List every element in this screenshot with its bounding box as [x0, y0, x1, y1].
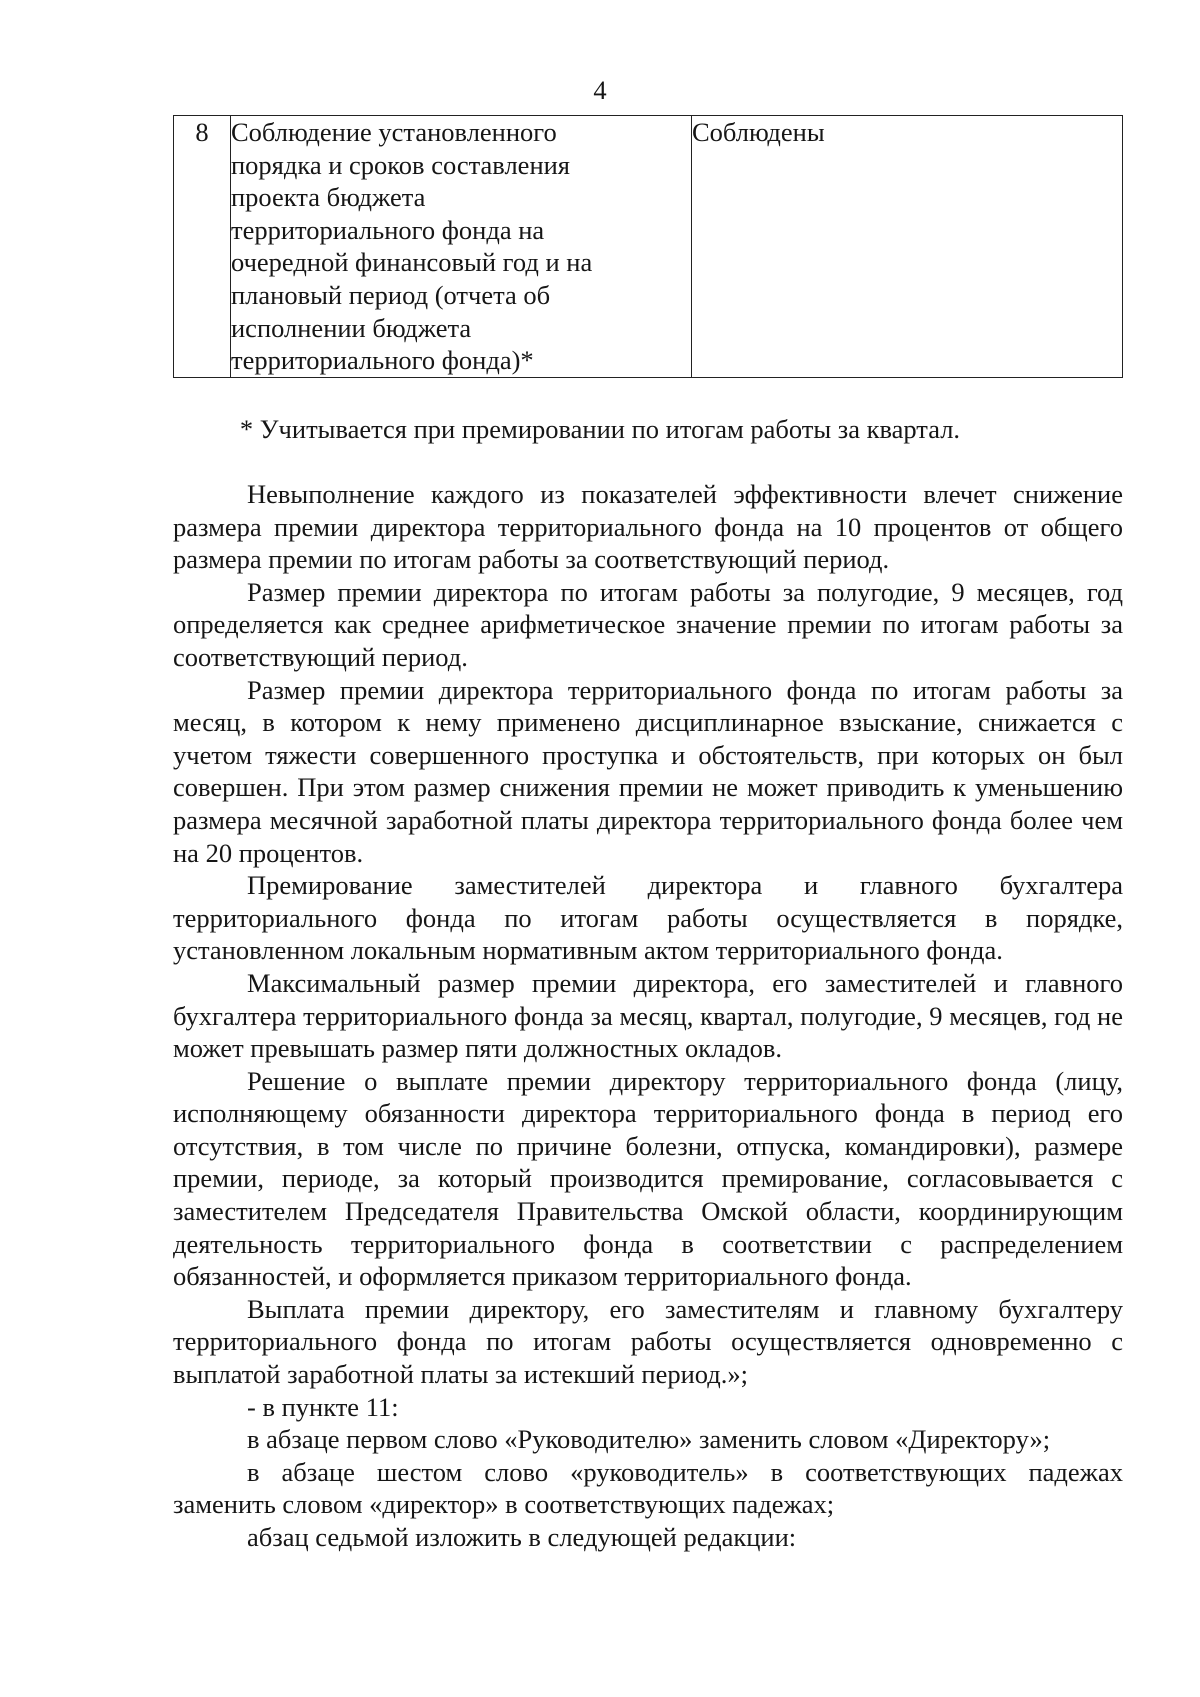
paragraph: Невыполнение каждого из показателей эффективности влечет снижение размера премии директора территориального фонда на 10 процентов от общего размера премии по итогам работы за соответствующий период. [173, 479, 1123, 575]
paragraph: Максимальный размер премии директора, его заместителей и главного бухгалтера территориального фонда за месяц, квартал, полугодие, 9 месяцев, год не может превышать размер пяти должностных окладов. [173, 967, 1123, 1064]
paragraph: в абзаце шестом слово «руководитель» в соответствующих падежах заменить словом «директор» в соответствующих падежах; [173, 1456, 1123, 1520]
indicator-line: Соблюдение установленного [231, 117, 557, 147]
value-cell: Соблюдены [692, 116, 1123, 378]
page-number: 4 [593, 75, 607, 105]
indicator-line: проекта бюджета [231, 182, 426, 213]
body-text [173, 478, 1123, 1554]
paragraph: абзац седьмой изложить в следующей редакции: [247, 1522, 797, 1552]
row-number: 8 [174, 116, 231, 378]
paragraph: Премирование заместителей директора и главного бухгалтера территориального фонда по итогам работы осуществляется в порядке, установленном локальным нормативным актом территориального фонда. [173, 870, 1123, 966]
criteria-table [173, 115, 1123, 378]
indicator-line: порядка и сроков составления [231, 149, 571, 180]
paragraph: Решение о выплате премии директору территориального фонда (лицу, исполняющему обязанности директора территориального фонда в период его отсутствия, в том числе по причине болезни, отпуска, командировки), размере премии, периоде, за который производится премирование, согласовывается с заместителем Председателя Правительства Омской области, координирующим деятельность территориального фонда в соответствии с распределением обязанностей, и оформляется приказом территориального фонда. [173, 1065, 1123, 1292]
indicator-line: территориального фонда)* [231, 345, 534, 376]
table-row [174, 116, 1123, 378]
paragraph: - в пункте 11: [247, 1391, 399, 1422]
footnote: * Учитывается при премировании по итогам работы за квартал. [239, 414, 961, 444]
indicator-line: территориального фонда на [231, 214, 545, 245]
indicator-line: очередной финансовый год и на [231, 247, 593, 278]
paragraph: Выплата премии директору, его заместителям и главному бухгалтеру территориального фонда по итогам работы осуществляется одновременно с выплатой заработной платы за истекший период.»; [173, 1293, 1123, 1390]
indicator-line: плановый период (отчета об [231, 279, 551, 310]
paragraph: Размер премии директора территориального фонда по итогам работы за месяц, в котором к нему применено дисциплинарное взыскание, снижается с учетом тяжести совершенного проступка и обстоятельств, при которых он был совершен. При этом размер снижения премии не может приводить к уменьшению размера месячной заработной платы директора территориального фонда более чем на 20 процентов. [173, 674, 1123, 868]
indicator-line: исполнении бюджета [231, 312, 472, 343]
paragraph: в абзаце первом слово «Руководителю» заменить словом «Директору»; [247, 1424, 1051, 1455]
indicator-cell [231, 116, 692, 378]
paragraph: Размер премии директора по итогам работы за полугодие, 9 месяцев, год определяется как среднее арифметическое значение премии по итогам работы за соответствующий период. [173, 576, 1123, 672]
